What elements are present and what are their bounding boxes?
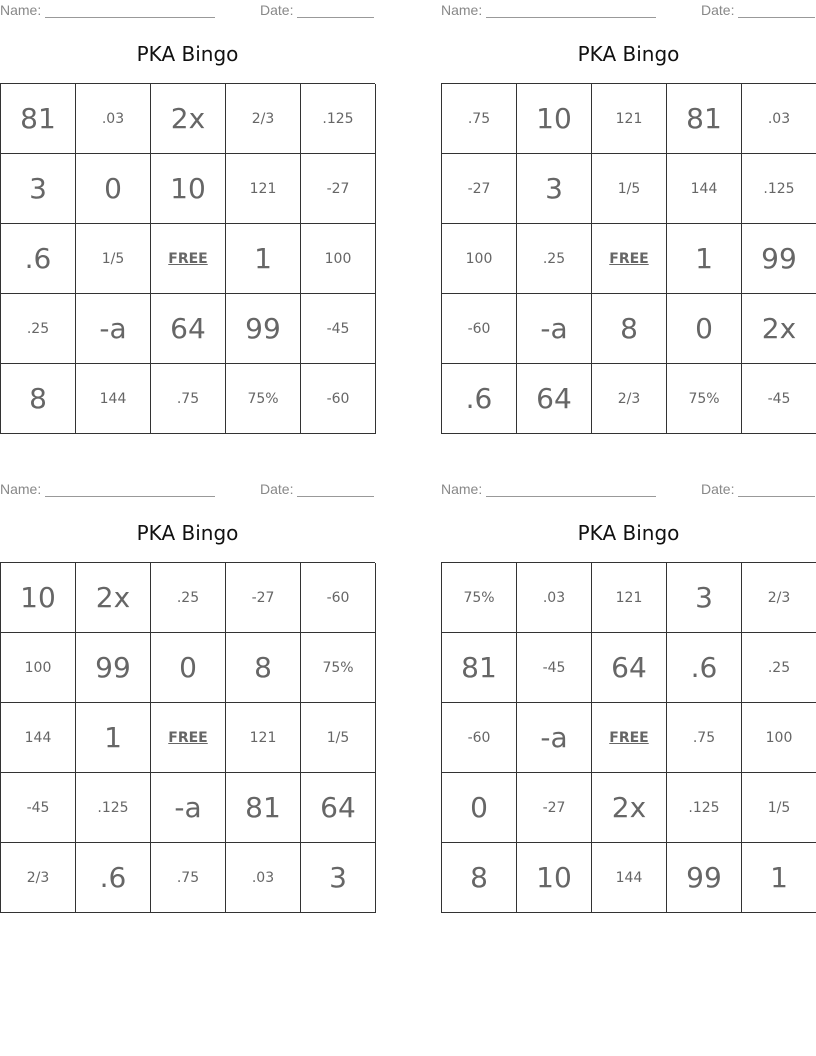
bingo-cell: -a bbox=[517, 703, 592, 773]
bingo-card-1 bbox=[0, 0, 375, 440]
name-field bbox=[0, 2, 215, 18]
date-blank-line[interactable] bbox=[738, 3, 815, 18]
free-space-cell: FREE bbox=[151, 703, 226, 773]
bingo-cell: 2x bbox=[76, 563, 151, 633]
bingo-cell: .75 bbox=[442, 84, 517, 154]
bingo-cell: 2x bbox=[742, 294, 816, 364]
date-field bbox=[260, 481, 374, 497]
bingo-cell: .25 bbox=[742, 633, 816, 703]
bingo-cell: 2/3 bbox=[742, 563, 816, 633]
bingo-cell: 10 bbox=[517, 843, 592, 913]
date-label: Date: bbox=[701, 481, 735, 497]
name-field bbox=[441, 481, 656, 497]
bingo-cell: 144 bbox=[667, 154, 742, 224]
bingo-cell: .03 bbox=[76, 84, 151, 154]
bingo-cell: 81 bbox=[442, 633, 517, 703]
bingo-card-2 bbox=[441, 0, 816, 440]
name-label: Name: bbox=[441, 2, 483, 18]
bingo-cell: 81 bbox=[226, 773, 301, 843]
bingo-cell: -27 bbox=[442, 154, 517, 224]
name-blank-line[interactable] bbox=[45, 482, 215, 497]
bingo-cell: 3 bbox=[517, 154, 592, 224]
free-space-cell: FREE bbox=[592, 224, 667, 294]
bingo-cell: 64 bbox=[301, 773, 376, 843]
bingo-cell: 144 bbox=[76, 364, 151, 434]
bingo-cell: 121 bbox=[592, 563, 667, 633]
bingo-cell: 10 bbox=[517, 84, 592, 154]
bingo-cell: 144 bbox=[1, 703, 76, 773]
date-field bbox=[260, 2, 374, 18]
card-header bbox=[441, 481, 816, 499]
card-title: PKA Bingo bbox=[577, 521, 680, 545]
name-blank-line[interactable] bbox=[45, 3, 215, 18]
name-field bbox=[0, 481, 215, 497]
bingo-cell: .6 bbox=[442, 364, 517, 434]
bingo-cell: 75% bbox=[442, 563, 517, 633]
bingo-cell: 0 bbox=[76, 154, 151, 224]
bingo-cell: 1 bbox=[226, 224, 301, 294]
bingo-cell: 8 bbox=[1, 364, 76, 434]
bingo-cell: 2x bbox=[151, 84, 226, 154]
bingo-cell: 1 bbox=[76, 703, 151, 773]
bingo-cell: 1/5 bbox=[301, 703, 376, 773]
bingo-cell: -60 bbox=[442, 294, 517, 364]
bingo-cell: 8 bbox=[442, 843, 517, 913]
name-blank-line[interactable] bbox=[486, 482, 656, 497]
name-blank-line[interactable] bbox=[486, 3, 656, 18]
bingo-grid bbox=[441, 562, 816, 913]
bingo-cell: -a bbox=[151, 773, 226, 843]
bingo-cell: 64 bbox=[592, 633, 667, 703]
bingo-card-4 bbox=[441, 479, 816, 919]
bingo-cell: -60 bbox=[301, 563, 376, 633]
bingo-cell: 99 bbox=[667, 843, 742, 913]
bingo-cell: 10 bbox=[1, 563, 76, 633]
bingo-cell: -27 bbox=[517, 773, 592, 843]
bingo-cell: -a bbox=[76, 294, 151, 364]
bingo-cell: 99 bbox=[226, 294, 301, 364]
bingo-cell: 1/5 bbox=[742, 773, 816, 843]
bingo-cell: 8 bbox=[592, 294, 667, 364]
free-space-cell: FREE bbox=[151, 224, 226, 294]
bingo-cell: 121 bbox=[226, 154, 301, 224]
bingo-cell: -45 bbox=[742, 364, 816, 434]
date-blank-line[interactable] bbox=[297, 3, 374, 18]
bingo-cell: 121 bbox=[226, 703, 301, 773]
bingo-cell: 8 bbox=[226, 633, 301, 703]
name-field bbox=[441, 2, 656, 18]
date-field bbox=[701, 481, 815, 497]
bingo-cell: .03 bbox=[517, 563, 592, 633]
bingo-cell: 2/3 bbox=[226, 84, 301, 154]
bingo-cell: 0 bbox=[151, 633, 226, 703]
bingo-cell: .6 bbox=[667, 633, 742, 703]
bingo-card-3 bbox=[0, 479, 375, 919]
bingo-grid bbox=[0, 83, 375, 434]
bingo-cell: -27 bbox=[301, 154, 376, 224]
bingo-cell: 100 bbox=[301, 224, 376, 294]
card-header bbox=[0, 481, 375, 499]
bingo-cell: 100 bbox=[442, 224, 517, 294]
bingo-cell: 2/3 bbox=[592, 364, 667, 434]
bingo-cell: .03 bbox=[226, 843, 301, 913]
bingo-cell: 75% bbox=[667, 364, 742, 434]
bingo-cell: 3 bbox=[1, 154, 76, 224]
bingo-cell: 81 bbox=[1, 84, 76, 154]
bingo-cell: -60 bbox=[442, 703, 517, 773]
bingo-cell: .125 bbox=[667, 773, 742, 843]
bingo-cell: .6 bbox=[1, 224, 76, 294]
date-label: Date: bbox=[260, 2, 294, 18]
date-blank-line[interactable] bbox=[297, 482, 374, 497]
card-title: PKA Bingo bbox=[136, 521, 239, 545]
bingo-cell: .25 bbox=[1, 294, 76, 364]
name-label: Name: bbox=[0, 2, 42, 18]
bingo-cell: 10 bbox=[151, 154, 226, 224]
date-label: Date: bbox=[260, 481, 294, 497]
bingo-cell: .25 bbox=[517, 224, 592, 294]
bingo-cell: 121 bbox=[592, 84, 667, 154]
name-label: Name: bbox=[0, 481, 42, 497]
free-space-cell: FREE bbox=[592, 703, 667, 773]
bingo-cell: -45 bbox=[1, 773, 76, 843]
bingo-cell: .6 bbox=[76, 843, 151, 913]
bingo-cell: .75 bbox=[151, 364, 226, 434]
bingo-cell: 100 bbox=[742, 703, 816, 773]
bingo-cell: 0 bbox=[442, 773, 517, 843]
card-header bbox=[0, 2, 375, 20]
bingo-cell: -27 bbox=[226, 563, 301, 633]
bingo-cell: -a bbox=[517, 294, 592, 364]
bingo-cell: .75 bbox=[151, 843, 226, 913]
bingo-cell: 3 bbox=[667, 563, 742, 633]
bingo-cell: 75% bbox=[226, 364, 301, 434]
bingo-cell: 1 bbox=[667, 224, 742, 294]
bingo-cell: -60 bbox=[301, 364, 376, 434]
date-blank-line[interactable] bbox=[738, 482, 815, 497]
bingo-cell: 75% bbox=[301, 633, 376, 703]
bingo-cell: .25 bbox=[151, 563, 226, 633]
bingo-cell: 1/5 bbox=[76, 224, 151, 294]
bingo-cell: .75 bbox=[667, 703, 742, 773]
bingo-cell: -45 bbox=[301, 294, 376, 364]
bingo-cell: 2/3 bbox=[1, 843, 76, 913]
bingo-cell: 99 bbox=[76, 633, 151, 703]
bingo-cell: 2x bbox=[592, 773, 667, 843]
bingo-cell: -45 bbox=[517, 633, 592, 703]
bingo-cell: 99 bbox=[742, 224, 816, 294]
bingo-cell: 64 bbox=[517, 364, 592, 434]
bingo-cell: 100 bbox=[1, 633, 76, 703]
bingo-grid bbox=[441, 83, 816, 434]
card-header bbox=[441, 2, 816, 20]
bingo-grid bbox=[0, 562, 375, 913]
bingo-cell: 81 bbox=[667, 84, 742, 154]
bingo-cell: .125 bbox=[301, 84, 376, 154]
name-label: Name: bbox=[441, 481, 483, 497]
bingo-cell: .03 bbox=[742, 84, 816, 154]
date-field bbox=[701, 2, 815, 18]
bingo-cell: 3 bbox=[301, 843, 376, 913]
bingo-cell: 1 bbox=[742, 843, 816, 913]
card-title: PKA Bingo bbox=[577, 42, 680, 66]
date-label: Date: bbox=[701, 2, 735, 18]
bingo-cell: 144 bbox=[592, 843, 667, 913]
bingo-cell: 64 bbox=[151, 294, 226, 364]
bingo-cell: 0 bbox=[667, 294, 742, 364]
bingo-cell: .125 bbox=[76, 773, 151, 843]
bingo-cell: .125 bbox=[742, 154, 816, 224]
card-title: PKA Bingo bbox=[136, 42, 239, 66]
bingo-cell: 1/5 bbox=[592, 154, 667, 224]
